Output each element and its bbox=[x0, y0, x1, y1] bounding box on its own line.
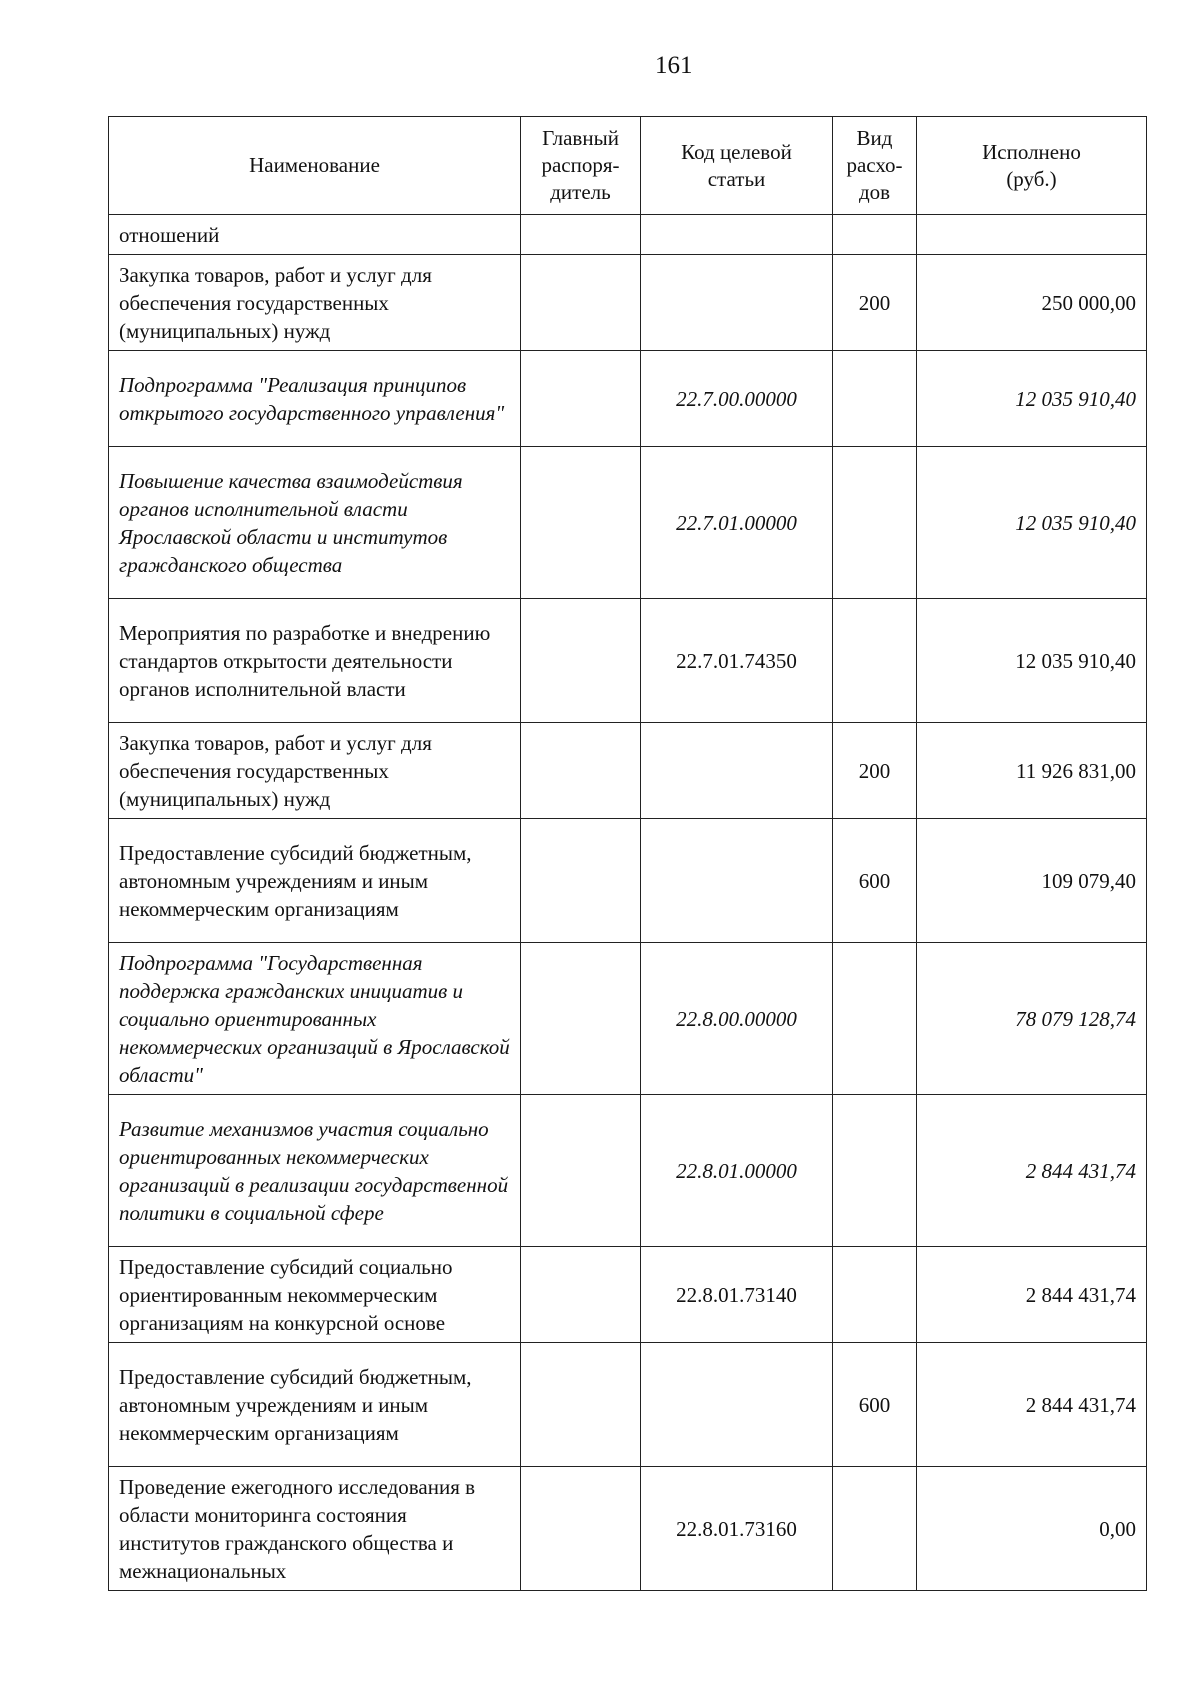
row-name-cell: Подпрограмма "Реализация принципов открытого государственного управления" bbox=[109, 351, 521, 447]
page-number: 161 bbox=[655, 52, 693, 79]
row-manager-cell bbox=[521, 819, 641, 943]
table-row bbox=[109, 1247, 1147, 1343]
table-row bbox=[109, 943, 1147, 1095]
page-number-area bbox=[0, 52, 1200, 84]
table-row bbox=[109, 351, 1147, 447]
row-manager-cell bbox=[521, 1343, 641, 1467]
table-row bbox=[109, 447, 1147, 599]
row-code-cell bbox=[641, 1343, 833, 1467]
row-manager-cell bbox=[521, 447, 641, 599]
row-code-cell: 22.7.01.00000 bbox=[641, 447, 833, 599]
row-code-cell bbox=[641, 255, 833, 351]
table-row bbox=[109, 819, 1147, 943]
header-expense-type bbox=[833, 117, 917, 215]
row-code-cell bbox=[641, 723, 833, 819]
row-type-cell bbox=[833, 447, 917, 599]
row-amount-cell: 78 079 128,74 bbox=[917, 943, 1147, 1095]
row-amount-cell: 109 079,40 bbox=[917, 819, 1147, 943]
row-code-cell: 22.7.01.74350 bbox=[641, 599, 833, 723]
row-manager-cell bbox=[521, 943, 641, 1095]
row-code-cell: 22.7.00.00000 bbox=[641, 351, 833, 447]
table-row bbox=[109, 215, 1147, 255]
row-type-cell: 600 bbox=[833, 1343, 917, 1467]
header-target-code-text: Код целевой статьи bbox=[681, 139, 792, 191]
row-code-cell: 22.8.01.73140 bbox=[641, 1247, 833, 1343]
row-type-cell bbox=[833, 1467, 917, 1591]
row-type-cell bbox=[833, 943, 917, 1095]
row-type-cell: 200 bbox=[833, 255, 917, 351]
table-row bbox=[109, 255, 1147, 351]
row-name-cell: Мероприятия по разработке и внедрению стандартов открытости деятельности органов исполнительной власти bbox=[109, 599, 521, 723]
row-type-cell: 600 bbox=[833, 819, 917, 943]
row-name-cell: Проведение ежегодного исследования в области мониторинга состояния институтов гражданского общества и межнациональных bbox=[109, 1467, 521, 1591]
row-type-cell bbox=[833, 1095, 917, 1247]
row-name-cell: Предоставление субсидий бюджетным, автономным учреждениям и иным некоммерческим организациям bbox=[109, 819, 521, 943]
row-name-cell: Предоставление субсидий социально ориентированным некоммерческим организациям на конкурсной основе bbox=[109, 1247, 521, 1343]
row-name-cell: Закупка товаров, работ и услуг для обеспечения государственных (муниципальных) нужд bbox=[109, 723, 521, 819]
row-code-cell: 22.8.01.00000 bbox=[641, 1095, 833, 1247]
row-amount-cell: 2 844 431,74 bbox=[917, 1343, 1147, 1467]
row-name-cell: отношений bbox=[109, 215, 521, 255]
row-manager-cell bbox=[521, 723, 641, 819]
table-row bbox=[109, 1467, 1147, 1591]
header-target-code bbox=[641, 117, 833, 215]
row-amount-cell: 2 844 431,74 bbox=[917, 1247, 1147, 1343]
row-code-cell bbox=[641, 819, 833, 943]
row-type-cell bbox=[833, 1247, 917, 1343]
row-type-cell bbox=[833, 351, 917, 447]
row-manager-cell bbox=[521, 1467, 641, 1591]
budget-table bbox=[108, 116, 1147, 1591]
row-name-cell: Повышение качества взаимодействия органов исполнительной власти Ярославской области и институтов гражданского общества bbox=[109, 447, 521, 599]
header-name: Наименование bbox=[109, 117, 521, 215]
header-main-manager bbox=[521, 117, 641, 215]
table-row bbox=[109, 1095, 1147, 1247]
row-code-cell: 22.8.01.73160 bbox=[641, 1467, 833, 1591]
row-amount-cell bbox=[917, 215, 1147, 255]
row-code-cell: 22.8.00.00000 bbox=[641, 943, 833, 1095]
row-amount-cell: 12 035 910,40 bbox=[917, 351, 1147, 447]
table-body bbox=[109, 215, 1147, 1591]
header-expense-type-text: Вид расхо- дов bbox=[846, 126, 903, 204]
row-type-cell bbox=[833, 215, 917, 255]
row-name-cell: Подпрограмма "Государственная поддержка гражданских инициатив и социально ориентированных некоммерческих организаций в Ярославской области" bbox=[109, 943, 521, 1095]
row-manager-cell bbox=[521, 255, 641, 351]
row-name-cell: Предоставление субсидий бюджетным, автономным учреждениям и иным некоммерческим организациям bbox=[109, 1343, 521, 1467]
row-type-cell bbox=[833, 599, 917, 723]
row-type-cell: 200 bbox=[833, 723, 917, 819]
table-row bbox=[109, 1343, 1147, 1467]
row-amount-cell: 12 035 910,40 bbox=[917, 447, 1147, 599]
row-amount-cell: 12 035 910,40 bbox=[917, 599, 1147, 723]
row-manager-cell bbox=[521, 215, 641, 255]
row-amount-cell: 2 844 431,74 bbox=[917, 1095, 1147, 1247]
row-manager-cell bbox=[521, 599, 641, 723]
header-main-manager-text: Главный распоря- дитель bbox=[541, 126, 620, 204]
row-amount-cell: 0,00 bbox=[917, 1467, 1147, 1591]
row-amount-cell: 11 926 831,00 bbox=[917, 723, 1147, 819]
row-amount-cell: 250 000,00 bbox=[917, 255, 1147, 351]
table-row bbox=[109, 599, 1147, 723]
row-manager-cell bbox=[521, 1095, 641, 1247]
row-manager-cell bbox=[521, 351, 641, 447]
row-name-cell: Закупка товаров, работ и услуг для обеспечения государственных (муниципальных) нужд bbox=[109, 255, 521, 351]
row-code-cell bbox=[641, 215, 833, 255]
row-manager-cell bbox=[521, 1247, 641, 1343]
header-executed-text: Исполнено (руб.) bbox=[982, 139, 1081, 191]
table-row bbox=[109, 723, 1147, 819]
row-name-cell: Развитие механизмов участия социально ориентированных некоммерческих организаций в реализации государственной политики в социальной сфере bbox=[109, 1095, 521, 1247]
header-executed bbox=[917, 117, 1147, 215]
table-header-row bbox=[109, 117, 1147, 215]
